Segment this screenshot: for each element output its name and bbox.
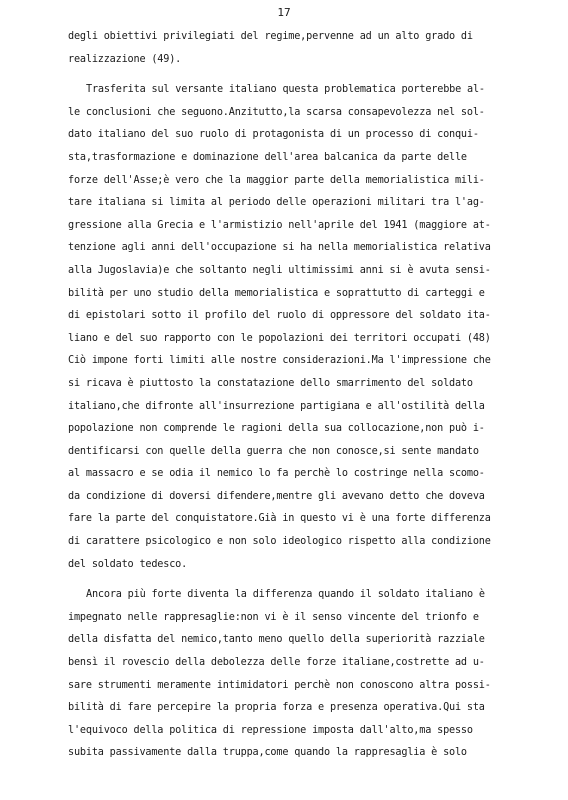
text-line: di carattere psicologico e non solo ideologico rispetto alla condizione <box>68 536 491 548</box>
text-line: si ricava è piuttosto la constatazione dello smarrimento del soldato <box>68 377 473 389</box>
text-line: dentificarsi con quelle della guerra che non conosce,si sente mandato <box>68 445 479 457</box>
text-line: subita passivamente dalla truppa,come quando la rappresaglia è solo <box>68 747 467 759</box>
text-line: del soldato tedesco. <box>68 558 188 570</box>
text-line: impegnato nelle rappresaglie:non vi è il senso vincente del trionfo e <box>68 611 479 623</box>
text-line: Ciò impone forti limiti alle nostre considerazioni.Ma l'impressione che <box>68 355 491 367</box>
text-line: bensì il rovescio della debolezza delle forze italiane,costrette ad u- <box>68 657 485 669</box>
page-number: 17 <box>277 6 291 19</box>
paragraph-1 <box>68 26 546 71</box>
text-line: sare strumenti meramente intimidatori perchè non conoscono altra possi- <box>68 679 491 691</box>
text-line: dato italiano del suo ruolo di protagonista di un processo di conqui- <box>68 129 479 141</box>
text-line: Trasferita sul versante italiano questa problematica porterebbe al- <box>86 84 485 96</box>
paragraph-3 <box>68 584 546 765</box>
text-line: italiano,che difronte all'insurrezione partigiana e all'ostilità della <box>68 400 485 412</box>
text-line: popolazione non comprende le ragioni della sua collocazione,non può i- <box>68 423 485 435</box>
text-line: gressione alla Grecia e l'armistizio nell'aprile del 1941 (maggiore at- <box>68 219 491 231</box>
text-line: liano e del suo rapporto con le popolazioni dei territori occupati (48) <box>68 332 491 344</box>
text-line: tenzione agli anni dell'occupazione si ha nella memorialistica relativa <box>68 242 491 254</box>
text-line: Ancora più forte diventa la differenza quando il soldato italiano è <box>86 589 485 601</box>
text-line: fare la parte del conquistatore.Già in questo vi è una forte differenza <box>68 513 491 525</box>
text-line: tare italiana si limita al periodo delle operazioni militari tra l'ag- <box>68 197 485 209</box>
paragraph-2 <box>68 79 546 576</box>
text-line: bilità per uno studio della memorialistica e soprattutto di carteggi e <box>68 287 485 299</box>
document-body <box>68 26 546 765</box>
text-line: della disfatta del nemico,tanto meno quello della superiorità razziale <box>68 634 485 646</box>
text-line: bilità di fare percepire la propria forza e presenza operativa.Qui sta <box>68 702 485 714</box>
text-line: forze dell'Asse;è vero che la maggior parte della memorialistica mili- <box>68 174 485 186</box>
text-line: sta,trasformazione e dominazione dell'area balcanica da parte delle <box>68 151 467 163</box>
text-line: di epistolari sotto il profilo del ruolo di oppressore del soldato ita- <box>68 310 491 322</box>
text-line: al massacro e se odia il nemico lo fa perchè lo costringe nella scomo- <box>68 468 485 480</box>
text-line: le conclusioni che seguono.Anzitutto,la scarsa consapevolezza nel sol- <box>68 106 485 118</box>
text-line: degli obiettivi privilegiati del regime,pervenne ad un alto grado di <box>68 31 473 42</box>
text-line: alla Jugoslavia)e che soltanto negli ultimissimi anni si è avuta sensi- <box>68 264 491 276</box>
text-line: realizzazione (49). <box>68 53 182 65</box>
text-line: da condizione di doversi difendere,mentre gli avevano detto che doveva <box>68 490 485 502</box>
text-line: l'equivoco della politica di repressione imposta dall'alto,ma spesso <box>68 724 473 736</box>
